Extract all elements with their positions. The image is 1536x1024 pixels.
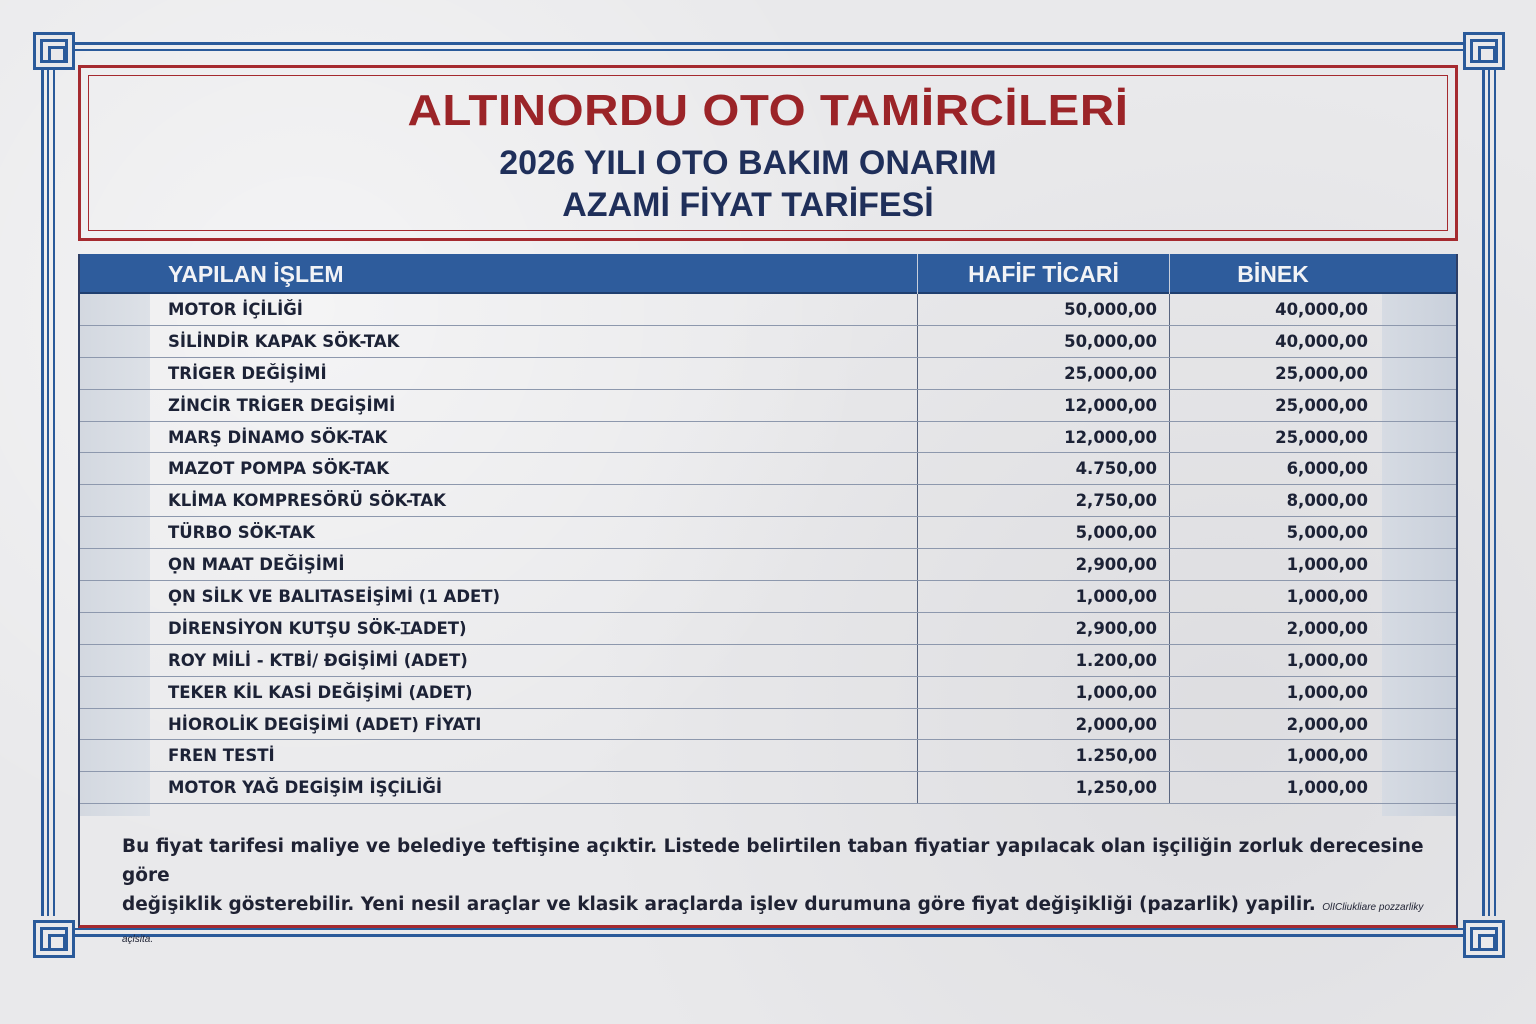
passenger-price: 2,000,00 [1286, 618, 1368, 638]
table-row [80, 613, 1456, 645]
table-row [80, 422, 1456, 454]
footnote-line-1: Bu fiyat tarifesi maliye ve belediye teftişine açıktir. Listede belirtilen taban fiyatiar yapılacak olan işçiliğin zorluk derecesine göre [122, 836, 1424, 886]
table-row [80, 709, 1456, 741]
operation-cell: ZİNCİR TRİGER DEGİŞİMİ [80, 390, 918, 421]
operation-cell: MOTOR YAĞ DEGİŞİM İŞÇİLİĞİ [80, 772, 918, 803]
operation-cell: KLİMA KOMPRESÖRÜ SÖK-TAK [80, 485, 918, 516]
table-row [80, 453, 1456, 485]
light-commercial-price: 25,000,00 [918, 358, 1170, 389]
table-row [80, 517, 1456, 549]
light-commercial-price: 12,000,00 [918, 422, 1170, 453]
light-commercial-price: 12,000,00 [918, 390, 1170, 421]
light-commercial-price: 1.250,00 [918, 740, 1170, 771]
frame-right-line-inner2 [1494, 70, 1496, 916]
light-commercial-price: 50,000,00 [918, 326, 1170, 357]
footnote [122, 832, 1442, 954]
passenger-price: 40,000,00 [1275, 300, 1368, 319]
table-row [80, 581, 1456, 613]
light-commercial-price: 50,000,00 [918, 294, 1170, 325]
operation-cell: FREN TESTİ [80, 740, 918, 771]
corner-ornament-top-right [1463, 32, 1505, 70]
operation-cell: DİRENSİYON KUTŞU SÖK-ꞮADET) [80, 613, 918, 644]
column-header-passenger: BİNEK [1237, 261, 1309, 287]
light-commercial-price: 2,000,00 [918, 709, 1170, 740]
operation-cell: ỌN SİLK VE BALITASEİŞİMİ (1 ADET) [80, 581, 918, 612]
frame-right-line-inner [1488, 70, 1490, 916]
footnote-small-text: OlICliukliare pozzarliky açlsita. [122, 902, 1424, 945]
passenger-price: 1,000,00 [1286, 778, 1368, 798]
passenger-price: 1,000,00 [1286, 587, 1368, 607]
corner-ornament-bottom-right [1463, 920, 1505, 958]
light-commercial-price: 1.200,00 [918, 645, 1170, 676]
operation-cell: SİLİNDİR KAPAK SÖK-TAK [80, 326, 918, 357]
table-row [80, 485, 1456, 517]
table-row [80, 740, 1456, 772]
passenger-price: 1,000,00 [1286, 555, 1368, 575]
footnote-line-2-text: değişiklik gösterebilir. Yeni nesil araçlar ve klasik araçlarda işlev durumuna göre fiyat değişikliği (pazarlik) yapilir. [122, 894, 1316, 915]
light-commercial-price: 2,900,00 [918, 549, 1170, 580]
passenger-price: 8,000,00 [1286, 491, 1368, 511]
subtitle-line-1: 2026 YILI OTO BAKIM ONARIM [499, 144, 997, 182]
light-commercial-price: 2,750,00 [918, 485, 1170, 516]
passenger-price: 6,000,00 [1286, 459, 1368, 479]
table-row [80, 326, 1456, 358]
table-row [80, 772, 1456, 804]
passenger-price: 25,000,00 [1275, 395, 1368, 415]
table-row [80, 294, 1456, 326]
page-title: ALTINORDU OTO TAMİRCİLERİ [407, 86, 1129, 135]
passenger-price: 1,000,00 [1286, 682, 1368, 702]
subtitle-line-2: AZAMİ FİYAT TARİFESİ [562, 186, 934, 224]
column-header-operation: YAPILAN İŞLEM [80, 254, 918, 294]
corner-ornament-top-left [33, 32, 75, 70]
frame-right-line-outer [1482, 70, 1485, 916]
operation-cell: TRİGER DEĞİŞİMİ [80, 358, 918, 389]
table-row [80, 358, 1456, 390]
footnote-line-2 [122, 890, 1442, 954]
frame-top-line-inner [72, 49, 1466, 51]
light-commercial-price: 2,900,00 [918, 613, 1170, 644]
operation-cell: ROY MİLİ - KTBİ/ ĐGİŞİMİ (ADET) [80, 645, 918, 676]
table-row [80, 677, 1456, 709]
table-row [80, 390, 1456, 422]
operation-cell: ỌN MAAT DEĞİŞİMİ [80, 549, 918, 580]
light-commercial-price: 1,000,00 [918, 581, 1170, 612]
corner-ornament-bottom-left [33, 920, 75, 958]
light-commercial-price: 4.750,00 [918, 453, 1170, 484]
passenger-price: 5,000,00 [1286, 523, 1368, 543]
frame-top-line-outer [72, 42, 1466, 45]
passenger-price: 2,000,00 [1286, 714, 1368, 734]
passenger-price: 1,000,00 [1286, 650, 1368, 670]
light-commercial-price: 1,000,00 [918, 677, 1170, 708]
title-box [78, 65, 1458, 241]
passenger-price: 40,000,00 [1275, 331, 1368, 351]
operation-cell: TEKER KİL KASİ DEĞİŞİMİ (ADET) [80, 677, 918, 708]
passenger-price: 1,000,00 [1286, 746, 1368, 766]
operation-cell: MOTOR İÇİLİĞİ [80, 294, 918, 325]
operation-cell: HİOROLİK DEGİŞİMİ (ADET) FİYATI [80, 709, 918, 740]
operation-cell: MAZOT POMPA SÖK-TAK [80, 453, 918, 484]
table-row [80, 549, 1456, 581]
passenger-price: 25,000,00 [1275, 427, 1368, 447]
table-header [80, 254, 1456, 294]
price-table [78, 254, 1458, 945]
table-row [80, 645, 1456, 677]
table-body [80, 294, 1456, 804]
operation-cell: TÜRBO SÖK-TAK [80, 517, 918, 548]
column-header-light-commercial: HAFİF TİCARİ [918, 254, 1170, 294]
light-commercial-price: 1,250,00 [918, 772, 1170, 803]
light-commercial-price: 5,000,00 [918, 517, 1170, 548]
operation-cell: MARŞ DİNAMO SÖK-TAK [80, 422, 918, 453]
passenger-price: 25,000,00 [1275, 363, 1368, 383]
